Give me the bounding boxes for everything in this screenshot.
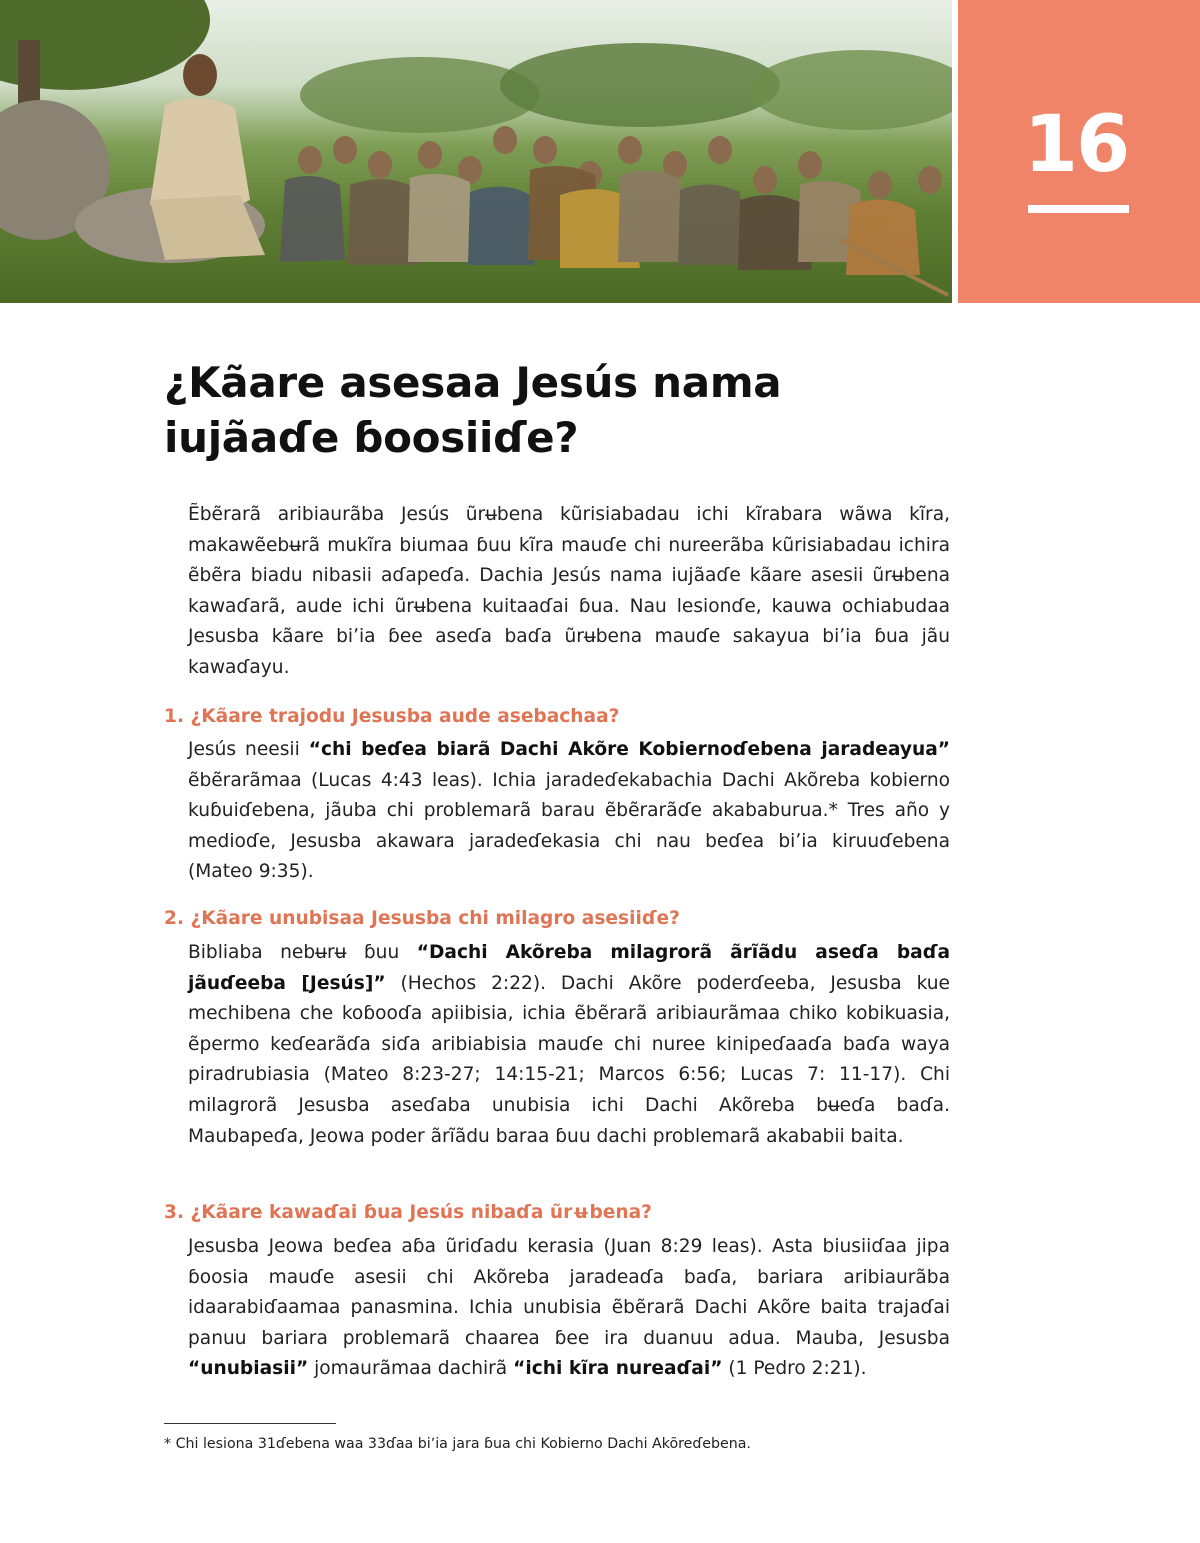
question-2: 2. ¿Kãare unubisaa Jesusba chi milagro asesiiɗe?	[164, 908, 680, 929]
question-3: 3. ¿Kãare kawaɗai ɓua Jesús nibaɗa ũrʉbena?	[164, 1202, 652, 1223]
hero-image	[0, 0, 952, 303]
answer-3: Jesusba Jeowa beɗea aɓa ũriɗadu kerasia (Juan 8:29 leas). Asta biusiiɗaa jipa ɓoosia mauɗe asesii chi Akõreba jaradeaɗa baɗa, bariara aribiaurãba idaarabiɗaamaa panasmina. Ichia unubisia ẽbẽrarã Dachi Akõre baita trajaɗai panuu bariara problemarã chaarea ɓee ira duanuu adua. Mauba, Jesusba “unubiasii” jomaurãmaa dachirã “ichi kĩra nureaɗai” (1 Pedro 2:21).	[188, 1236, 950, 1380]
answer-1: Jesús neesii “chi beɗea biarã Dachi Akõre Kobiernoɗebena jaradeayua” ẽbẽrarãmaa (Lucas 4:43 leas). Ichia jaradeɗekabachia Dachi Akõreba kobierno kuɓuiɗebena, jãuba chi problemarã barau ẽbẽrarãɗe akababurua.* Tres año y medioɗe, Jesusba akawara jaradeɗekasia chi nau beɗea biʼia kiruuɗebena (Mateo 9:35).	[188, 739, 950, 883]
footnote-rule	[164, 1423, 336, 1424]
lesson-number-underline	[1028, 205, 1129, 213]
answer-2: Bibliaba nebʉrʉ ɓuu “Dachi Akõreba milagrorã ãrĩãdu aseɗa baɗa jãuɗeeba [Jesús]” (Hechos 2:22). Dachi Akõre poderɗeeba, Jesusba kue mechibena che koɓooɗa apiibisia, ichia ẽbẽrarã aribiaurãmaa chiko kobikuasia, ẽpermo keɗearãɗa siɗa aribiabisia mauɗe chi nuree kinipeɗaaɗa baɗa waya piradrubiasia (Mateo 8:23-27; 14:15-21; Marcos 6:56; Lucas 7: 11-17). Chi milagrorã Jesusba aseɗaba unubisia ichi Dachi Akõreba bʉeɗa baɗa. Maubapeɗa, Jeowa poder ãrĩãdu baraa ɓuu dachi problemarã akababii baita.	[188, 942, 950, 1147]
lesson-number: 16	[1023, 100, 1129, 190]
lesson-title: ¿Kãare asesaa Jesús nama iujãaɗe ɓoosiiɗe?	[164, 358, 782, 462]
question-1: 1. ¿Kãare trajodu Jesusba aude asebachaa?	[164, 706, 620, 727]
lesson-number-block	[958, 0, 1200, 303]
footnote: * Chi lesiona 31ɗebena waa 33ɗaa biʼia jara ɓua chi Kobierno Dachi Akõreɗebena.	[164, 1436, 751, 1452]
intro-paragraph: Ẽbẽrarã aribiaurãba Jesús ũrʉbena kũrisiabadau ichi kĩrabara wãwa kĩra, makawẽebʉrã mukĩra biumaa ɓuu kĩra mauɗe chi nureerãba kũrisiabadau ichira ẽbẽra biadu nibasii aɗapeɗa. Dachia Jesús nama iujãaɗe kãare asesii ũrʉbena kawaɗarã, aude ichi ũrʉbena kuitaaɗai ɓua. Nau lesionɗe, kauwa ochiabudaa Jesusba kãare biʼia ɓee aseɗa baɗa ũrʉbena mauɗe sakayua biʼia ɓua jãu kawaɗayu.	[188, 504, 950, 678]
hero-illustration	[0, 0, 952, 303]
